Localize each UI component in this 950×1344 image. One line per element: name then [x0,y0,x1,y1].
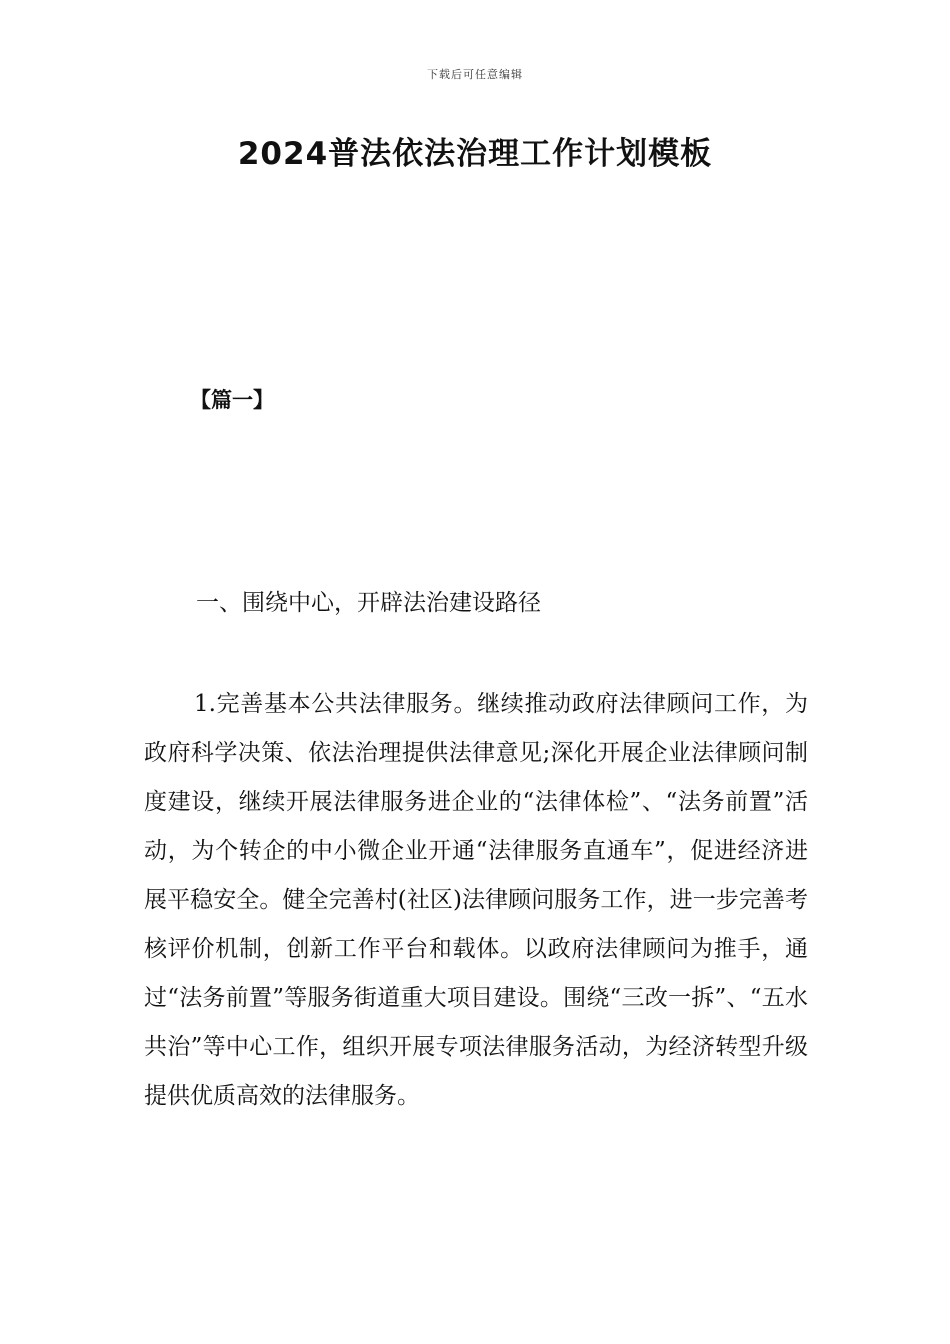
section-tag: 【篇一】 [190,388,274,412]
section-heading: 一、围绕中心，开辟法治建设路径 [196,590,541,616]
header-note: 下载后可任意编辑 [427,68,523,81]
body-paragraph: 1.完善基本公共法律服务。继续推动政府法律顾问工作，为政府科学决策、依法治理提供法律意见;深化开展企业法律顾问制度建设，继续开展法律服务进企业的“法律体检”、“法务前置”活动，为个转企的中小微企业开通“法律服务直通车”，促进经济进展平稳安全。健全完善村(社区)法律顾问服务工作，进一步完善考核评价机制，创新工作平台和载体。以政府法律顾问为推手，通过“法务前置”等服务街道重大项目建设。围绕“三改一拆”、“五水共治”等中心工作，组织开展专项法律服务活动，为经济转型升级提供优质高效的法律服务。 [144,691,808,1109]
document-title: 2024普法依法治理工作计划模板 [237,136,713,172]
